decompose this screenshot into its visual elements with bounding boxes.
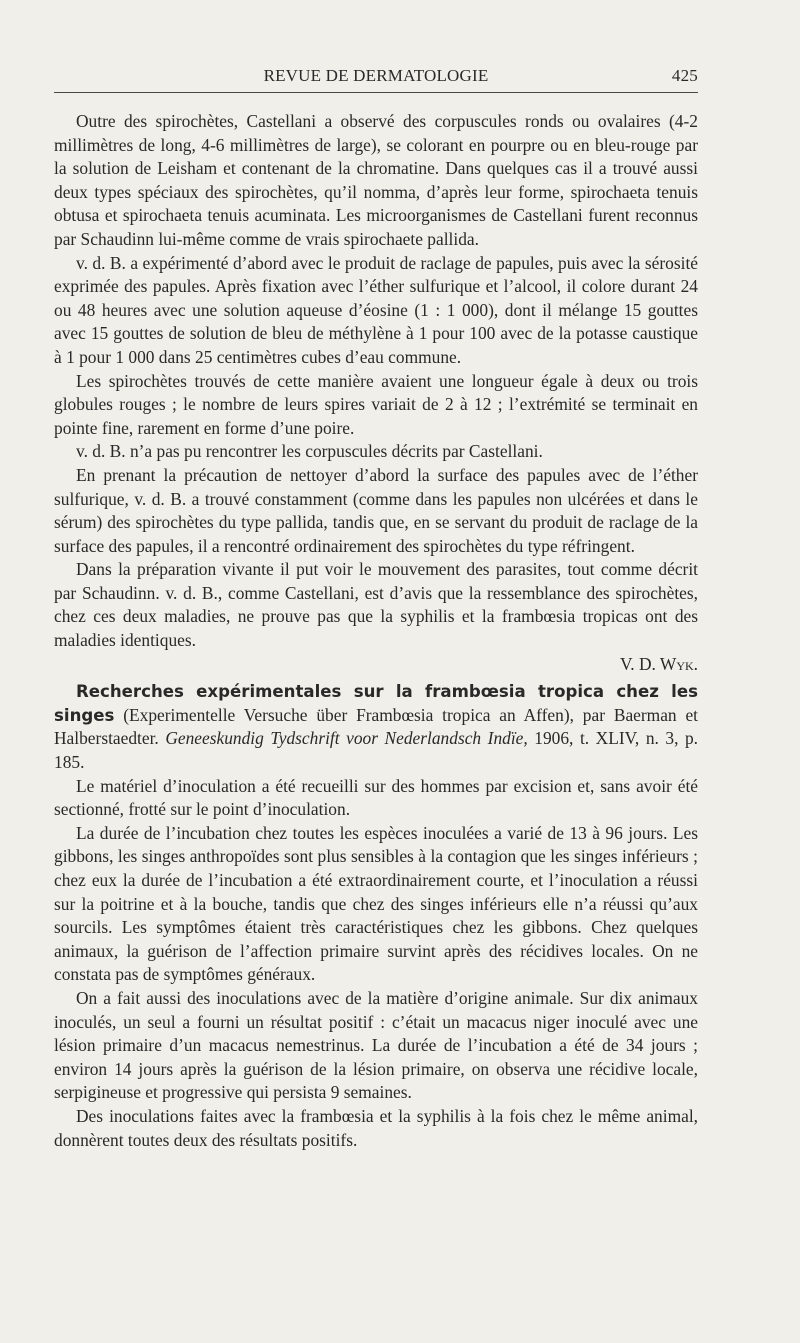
paragraph: Outre des spirochètes, Castellani a observé des corpuscules ronds ou ovalaires (4-2 millimètres de long, 4-6 millimètres de large), se colorant en pourpre ou en bleu-rouge par la solution de Leisham et contenant de la chromatine. Dans quelques cas il a trouvé aussi deux types spéciaux des spirochètes, qu’il nomma, d’après leur forme, spirochaeta tenuis obtusa et spirochaeta tenuis acuminata. Les microorganismes de Castellani furent reconnus par Schaudinn lui-même comme de vrais spirochaete pallida. bbox=[54, 111, 698, 249]
paragraph: v. d. B. a expérimenté d’abord avec le produit de raclage de papules, puis avec la sérosité exprimée des papules. Après fixation avec l’éther sulfurique et l’alcool, il colore durant 24 ou 48 heures avec une solution aqueuse d’éosine (1 : 1 000), dont il mélange 15 gouttes avec 15 gouttes de solution de bleu de méthylène à 1 pour 100 avec de la potasse caustique à 1 pour 1 000 dans 25 centimètres cubes d’eau commune. bbox=[54, 252, 698, 367]
paragraph: Dans la préparation vivante il put voir le mouvement des parasites, tout comme décrit par Schaudinn. v. d. B., comme Castellani, est d’avis que la ressemblance des spirochètes, chez ces deux maladies, ne prouve pas que la syphilis et la frambœsia tropicas ont des maladies identiques. bbox=[54, 559, 698, 651]
paragraph: En prenant la précaution de nettoyer d’abord la surface des papules avec de l’éther sulfurique, v. d. B. a trouvé constamment (comme dans les papules non ulcérées et dans le sérum) des spirochètes du type pallida, tandis que, en se servant du produit de raclage de la surface des papules, il a rencontré ordinairement des spirochètes du type réfringent. bbox=[54, 464, 698, 556]
paragraph: On a fait aussi des inoculations avec de la matière d’origine animale. Sur dix animaux inoculés, un seul a fourni un résultat positif : c’était un macacus niger inoculé avec une lésion primaire d’un macacus nemestrinus. La durée de l’incubation a été de 34 jours ; environ 14 jours après la guérison de la lésion primaire, on observa une récidive locale, serpigineuse et progressive qui persista 9 semaines. bbox=[54, 987, 698, 1103]
signature-text: V. D. Wyk. bbox=[619, 653, 698, 674]
running-header bbox=[54, 66, 698, 92]
paragraph: Les spirochètes trouvés de cette manière avaient une longueur égale à deux ou trois globules rouges ; le nombre de leurs spires variait de 2 à 12 ; l’extrémité se terminait en pointe fine, rarement en forme d’une poire. bbox=[54, 370, 698, 438]
review-title: Recherches expérimentales sur la frambœsia tropica chez les singes bbox=[54, 682, 698, 725]
paragraph: v. d. B. n’a pas pu rencontrer les corpuscules décrits par Castellani. bbox=[76, 441, 543, 462]
review-authors: (Experimentelle Versuche über Frambœsia tropica an Affen), par Baerman et Halberstaedter. bbox=[54, 704, 698, 749]
paragraph: Le matériel d’inoculation a été recueilli sur des hommes par excision et, sans avoir été sectionné, frotté sur le point d’inoculation. bbox=[54, 775, 698, 820]
review-citation: 1906, t. XLIV, n. 3, p. 185. bbox=[54, 728, 699, 773]
journal-title: REVUE DE DERMATOLOGIE bbox=[263, 66, 489, 85]
author-signature bbox=[54, 653, 698, 677]
review-heading bbox=[54, 680, 698, 774]
header-rule bbox=[54, 92, 698, 93]
article-body bbox=[54, 110, 698, 1152]
paragraph: Des inoculations faites avec la frambœsia et la syphilis à la fois chez le même animal, donnèrent toutes deux des résultats positifs. bbox=[54, 1105, 698, 1150]
page-number: 425 bbox=[671, 66, 698, 85]
review-journal: Geneeskundig Tydschrift voor Nederlandsch Indïe, bbox=[165, 728, 528, 749]
paragraph: La durée de l’incubation chez toutes les espèces inoculées a varié de 13 à 96 jours. Les gibbons, les singes anthropoïdes sont plus sensibles à la contagion que les singes inférieurs ; chez eux la durée de l’incubation a été extraordinairement courte, et l’inoculation a réussi sur la poitrine et à la bouche, tandis que chez des singes inférieurs elle n’a réussi qu’aux sourcils. Les symptômes étaient très caractéristiques chez les gibbons. Chez quelques animaux, la guérison de l’affection primaire survint après des récidives locales. On ne constata pas de symptômes généraux. bbox=[54, 822, 698, 985]
